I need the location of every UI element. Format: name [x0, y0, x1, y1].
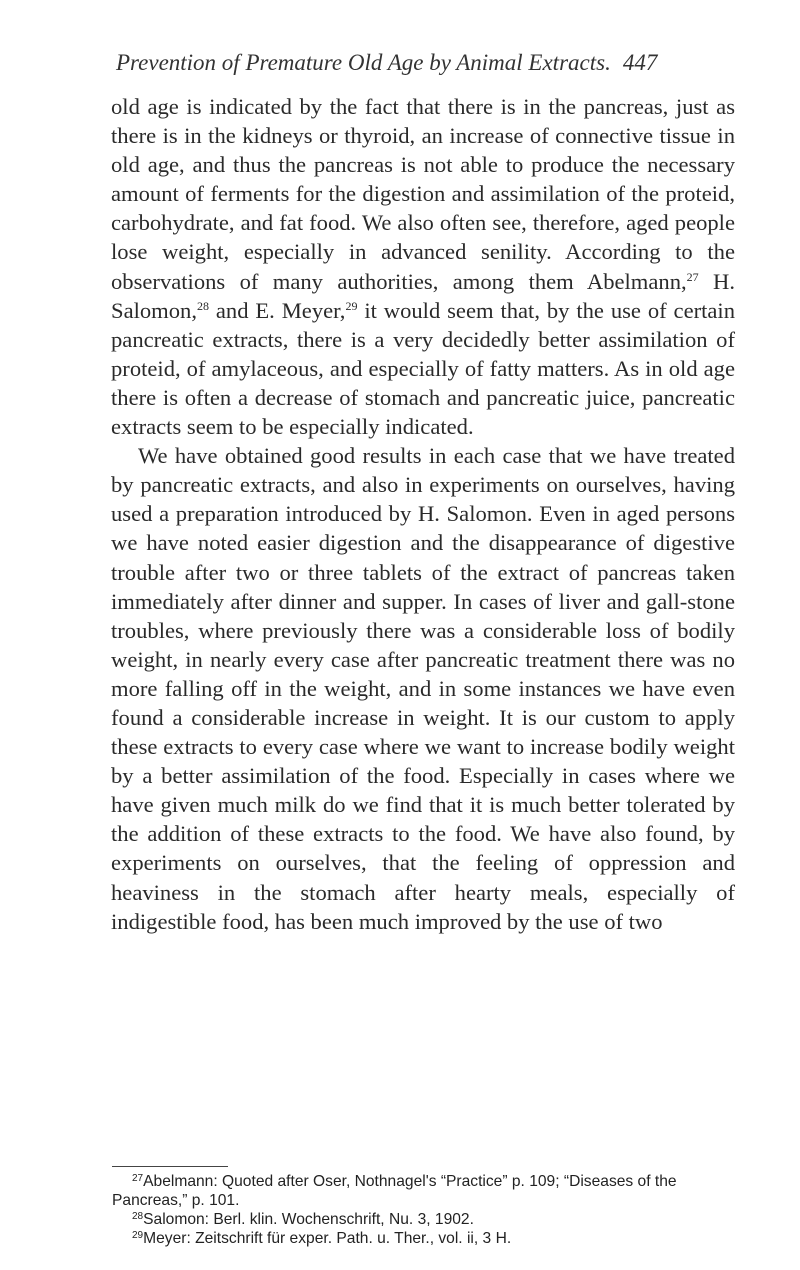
- footnote-rule: [112, 1166, 228, 1167]
- running-header: [116, 50, 736, 76]
- footnote-29: [112, 1229, 736, 1248]
- footnote-text: Abelmann: Quoted after Oser, Nothnagel's “Practice” p. 109; “Diseases of the Pancreas,” p. 101.: [112, 1173, 677, 1209]
- page-number: 447: [622, 50, 658, 75]
- footnote-27: [112, 1172, 736, 1210]
- footnotes: [112, 1172, 736, 1248]
- footnote-number: 29: [132, 1230, 144, 1241]
- footnote-text: Meyer: Zeitschrift für exper. Path. u. Ther., vol. ii, 3 H.: [143, 1230, 512, 1247]
- footnote-ref-27: 27: [686, 269, 699, 284]
- running-title: Prevention of Premature Old Age by Animal Extracts.: [116, 50, 611, 75]
- paragraph: [111, 92, 735, 441]
- footnote-28: [112, 1210, 736, 1229]
- paragraph: We have obtained good results in each case that we have treated by pancreatic extracts, and also in experiments on ourselves, having used a preparation introduced by H. Salomon. Even in aged persons we have noted easier digestion and the disappearance of digestive trouble after two or three tablets of the extract of pancreas taken immediately after dinner and supper. In cases of liver and gall-stone troubles, where previously there was a considerable loss of bodily weight, in nearly every case after pancreatic treatment there was no more falling off in the weight, and in some instances we have even found a considerable increase in weight. It is our custom to apply these extracts to every case where we want to increase bodily weight by a better assimilation of the food. Especially in cases where we have given much milk do we find that it is much better tolerated by the addition of these extracts to the food. We have also found, by experiments on ourselves, that the feeling of oppression and heaviness in the stomach after hearty meals, especially of indigestible food, has been much improved by the use of two: [111, 443, 735, 934]
- footnote-ref-29: 29: [345, 298, 358, 313]
- paragraph-text: old age is indicated by the fact that there is in the pancreas, just as there is in the kidneys or thyroid, an increase of connective tissue in old age, and thus the pancreas is not able to produce the necessary amount of ferments for the digestion and assimilation of the proteid, carbohydrate, and fat food. We also often see, therefore, aged people lose weight, especially in advanced senility. According to the observations of many authorities, among them Abelmann,: [111, 94, 735, 294]
- footnote-text: Salomon: Berl. klin. Wochenschrift, Nu. 3, 1902.: [143, 1211, 474, 1228]
- paragraph-text: it would seem that, by the use of certain pancreatic extracts, there is a very decidedly better assimilation of proteid, of amylaceous, and especially of fatty matters. As in old age there is often a decrease of stomach and pancreatic juice, pancreatic extracts seem to be especially indicated.: [111, 297, 736, 440]
- footnote-number: 27: [132, 1173, 144, 1184]
- paragraph-text: and E. Meyer,: [208, 297, 346, 323]
- paragraph-text: H. Salomon,: [111, 268, 735, 323]
- footnote-number: 28: [132, 1211, 144, 1222]
- main-text: [111, 92, 735, 936]
- footnote-ref-28: 28: [196, 298, 209, 313]
